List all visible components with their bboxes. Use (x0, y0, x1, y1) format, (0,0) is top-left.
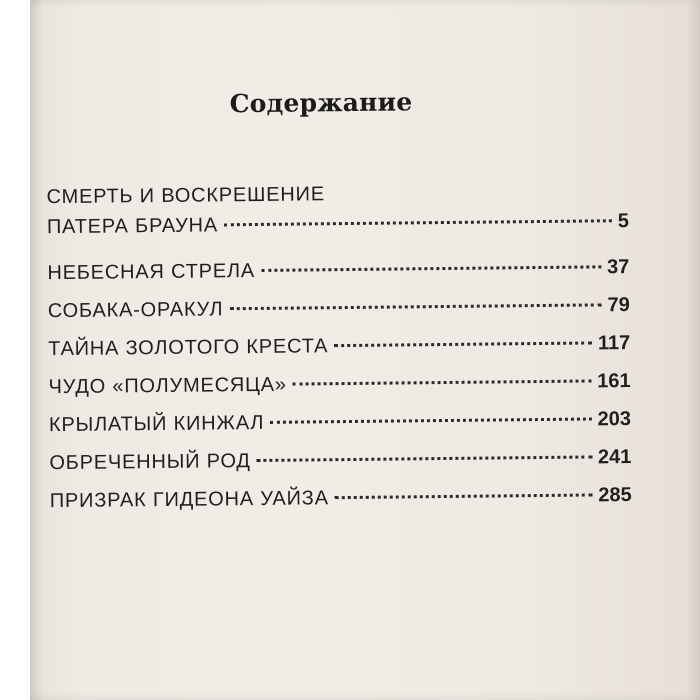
toc-page-number: 285 (598, 484, 632, 507)
dot-leader (224, 219, 612, 226)
toc-page-number: 161 (597, 370, 631, 393)
toc-entry-title: КРЫЛАТЫЙ КИНЖАЛ (48, 411, 265, 437)
toc-entry (48, 294, 630, 338)
dot-leader (261, 265, 601, 272)
toc-page-number: 203 (597, 408, 632, 431)
toc-entry (49, 446, 631, 490)
toc-entry (47, 256, 629, 300)
toc-entry (48, 370, 630, 414)
toc-entry-title: СМЕРТЬ И ВОСКРЕШЕНИЕ (46, 183, 326, 209)
toc-page-number: 117 (597, 332, 631, 355)
dot-leader (335, 493, 593, 499)
dot-leader (270, 417, 591, 423)
toc-entry (46, 180, 629, 262)
toc-page-number: 37 (606, 256, 630, 279)
toc-entry-title: ТАЙНА ЗОЛОТОГО КРЕСТА (48, 335, 329, 361)
toc-entry-title: ОБРЕЧЕННЫЙ РОД (49, 450, 251, 475)
toc-entry-title: СОБАКА-ОРАКУЛ (47, 298, 224, 323)
table-of-contents (46, 180, 632, 528)
dot-leader (293, 379, 591, 385)
dot-leader (334, 341, 592, 347)
toc-page-number: 5 (617, 210, 629, 233)
toc-entry-title: ЧУДО «ПОЛУМЕСЯЦА» (48, 373, 287, 399)
toc-entry (50, 484, 632, 528)
toc-page-number: 241 (597, 446, 632, 469)
page-title: Содержание (229, 87, 413, 119)
toc-entry (48, 332, 630, 376)
dot-leader (229, 303, 601, 310)
toc-entry (49, 408, 631, 452)
toc-page-number: 79 (607, 294, 630, 317)
toc-entry-title: ПАТЕРА БРАУНА (46, 214, 219, 239)
toc-entry-title: НЕБЕСНАЯ СТРЕЛА (47, 259, 256, 285)
dot-leader (257, 455, 592, 462)
toc-entry-title: ПРИЗРАК ГИДЕОНА УАЙЗА (49, 487, 329, 513)
